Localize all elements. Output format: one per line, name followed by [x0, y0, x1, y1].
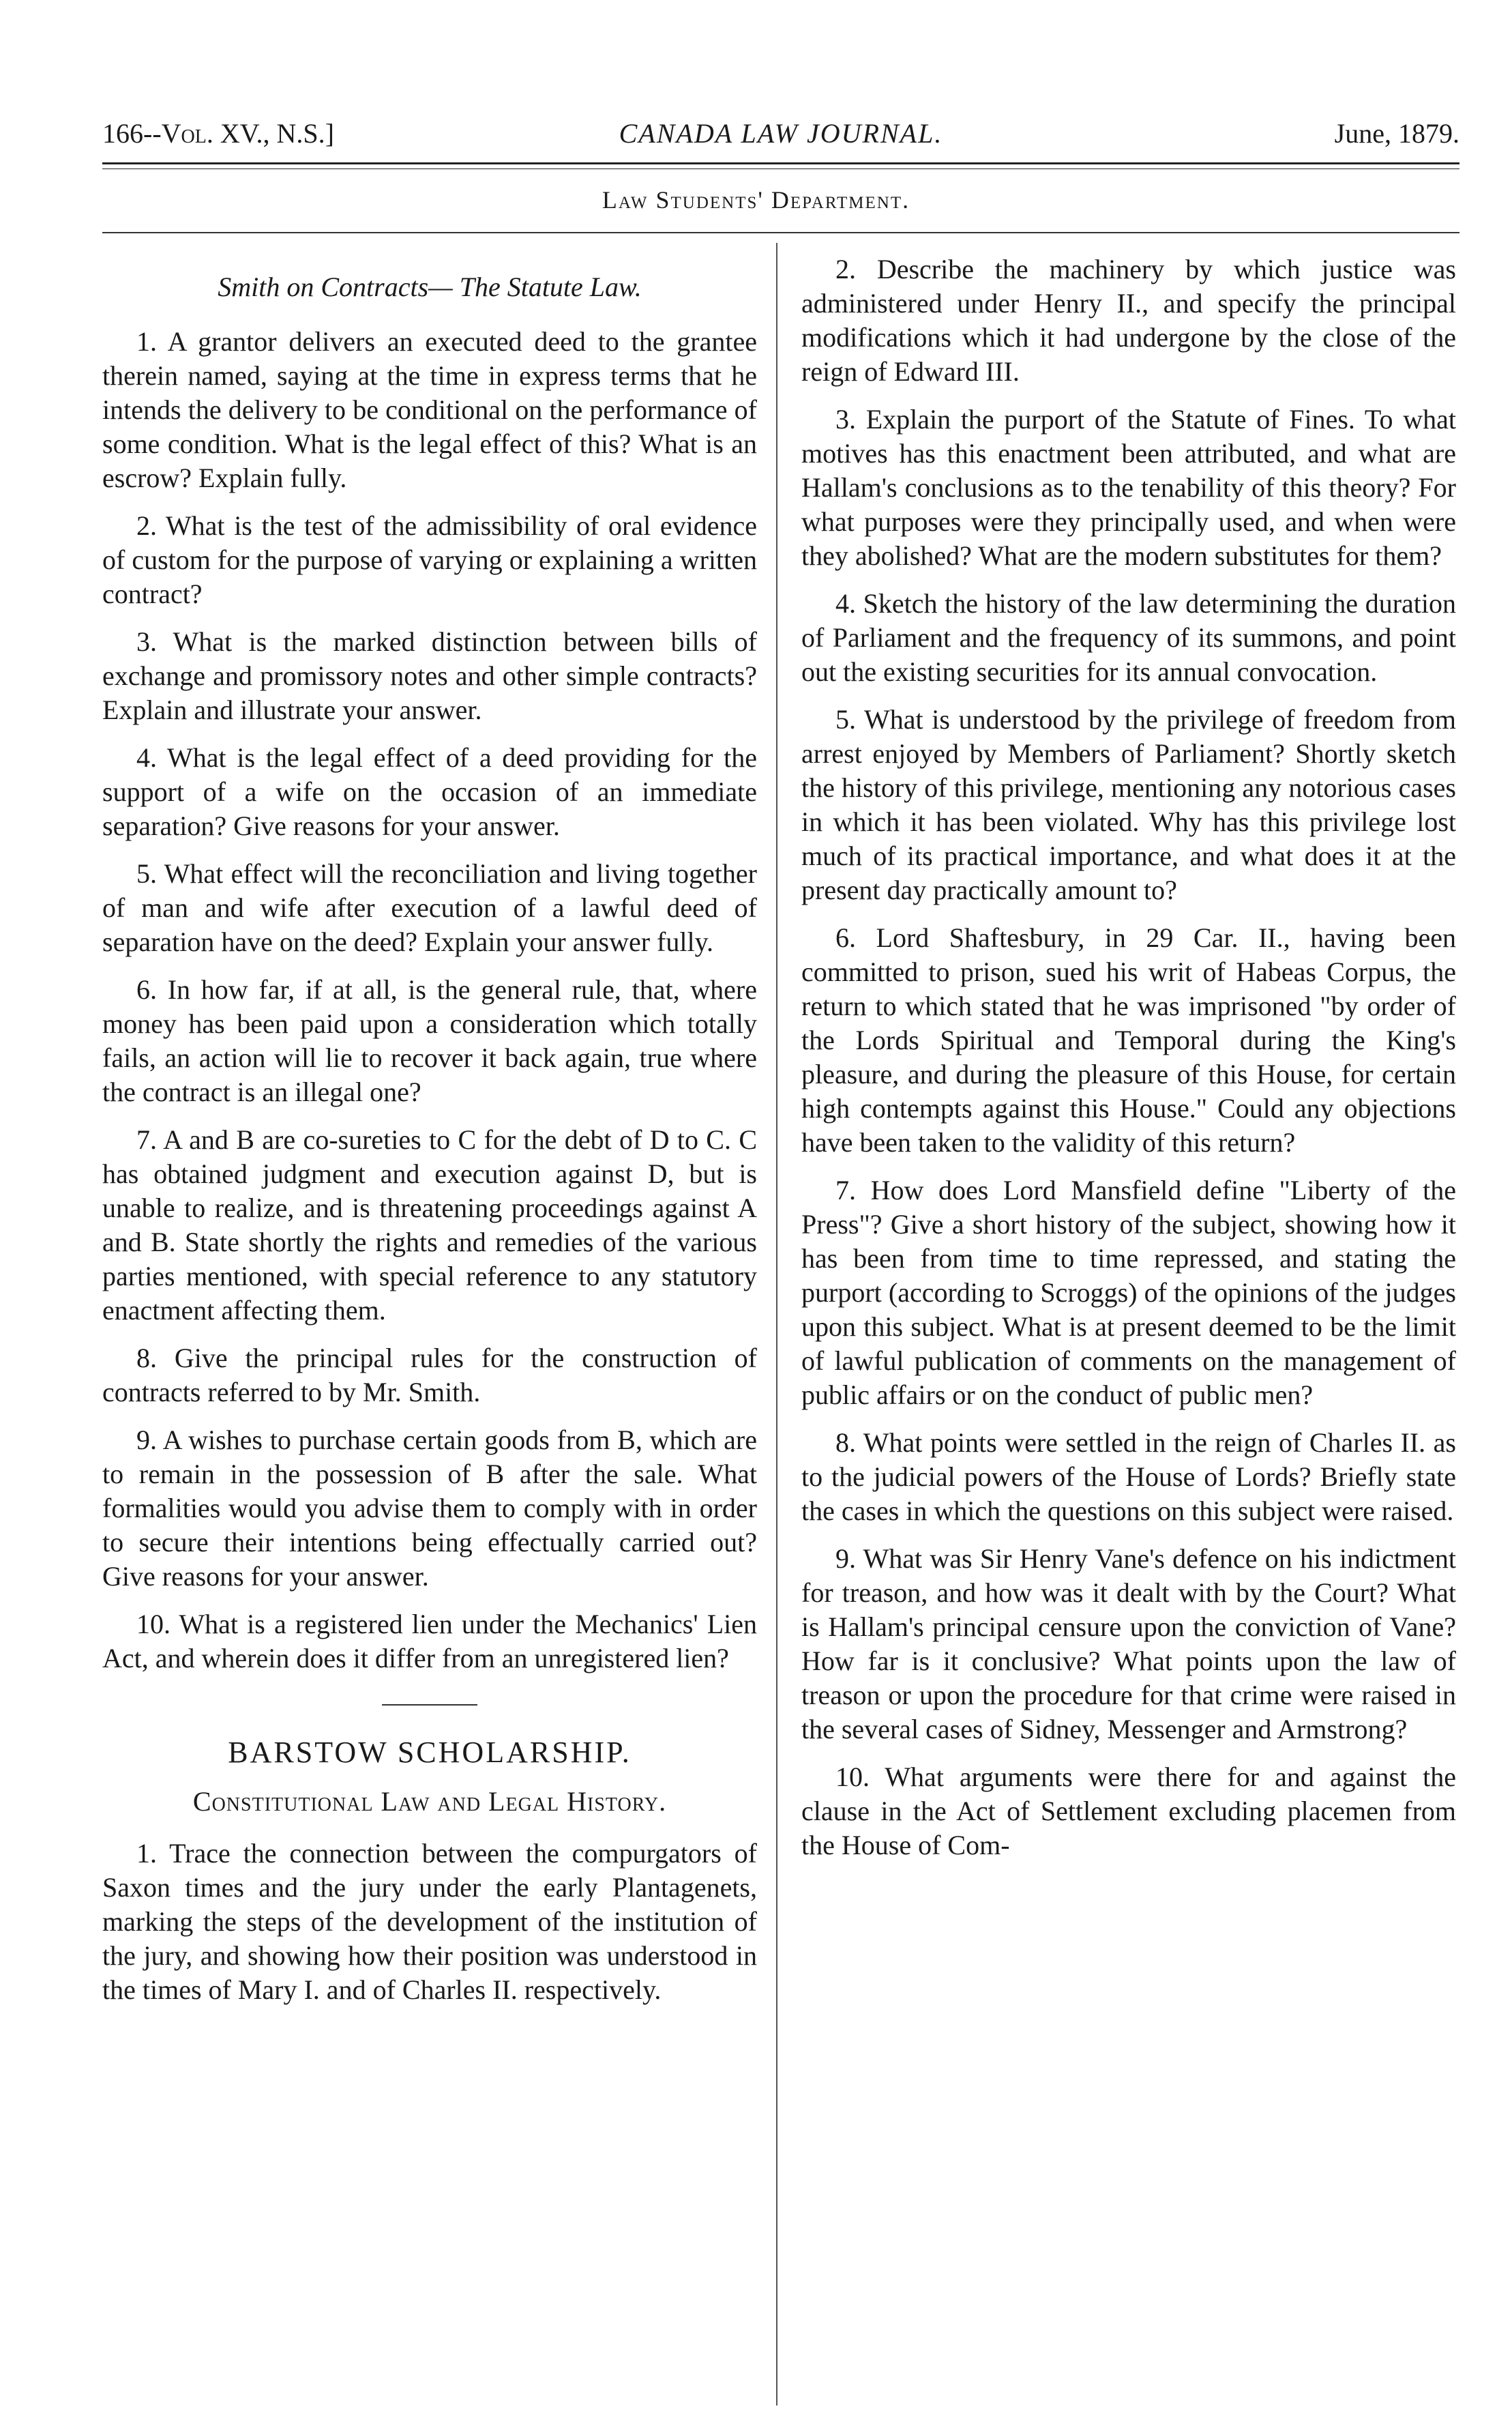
question-5: 5. What effect will the reconciliation and living together of man and wife after execution of a lawful deed of separation have on the deed? Explain your answer fully. [102, 858, 757, 957]
issue-date: June, 1879. [1334, 118, 1459, 149]
scholarship-question-7: 7. How does Lord Mansfield define "Liberty of the Press"? Give a short history of the subject, showing how it has been from time to time repressed, and stating the purport (according to Scroggs) of the opinions of the judges upon this subject. What is at present deemed to be the limit of lawful publication of comments on the management of public affairs or on the conduct of public men? [801, 1175, 1456, 1410]
scholarship-question-1: 1. Trace the connection between the compurgators of Saxon times and the jury under the early Plantagenets, marking the steps of the development of the institution of the jury, and showing how their position was understood in the times of Mary I. and of Charles II. respectively. [102, 1838, 757, 2005]
department-title: Law Students' Department. [602, 186, 910, 214]
question-6: 6. In how far, if at all, is the general rule, that, where money has been paid upon a consideration which totally fails, an action will lie to recover it back again, true where the contract is an illegal one? [102, 974, 757, 1107]
question-2: 2. What is the test of the admissibility of oral evidence of custom for the purpose of varying or explaining a written contract? [102, 510, 757, 609]
scholarship-question-2: 2. Describe the machinery by which justice was administered under Henry II., and specify the principal modifications which it had undergone by the close of the reign of Edward III. [801, 254, 1456, 387]
question-10: 10. What is a registered lien under the Mechanics' Lien Act, and wherein does it differ from an unregistered lien? [102, 1609, 757, 1673]
column-divider [776, 243, 777, 2405]
scholarship-question-6: 6. Lord Shaftesbury, in 29 Car. II., having been committed to prison, sued his writ of Habeas Corpus, the return to which stated that he was imprisoned "by order of the Lords Spiritual and Temporal during the King's pleasure, and during the pleasure of this House, for certain high contempts against this House." Could any objections have been taken to the validity of this return? [801, 922, 1456, 1158]
question-4: 4. What is the legal effect of a deed providing for the support of a wife on the occasion of an immediate separation? Give reasons for your answer. [102, 742, 757, 841]
section-divider [382, 1704, 477, 1706]
journal-title: CANADA LAW JOURNAL. [619, 118, 943, 149]
scholarship-question-9: 9. What was Sir Henry Vane's defence on his indictment for treason, and how was it dealt with by the Court? What is Hallam's principal censure upon the conviction of Vane? How far is it conclusive? What points upon the law of treason or upon the procedure for that crime were raised in the several cases of Sidney, Messenger and Armstrong? [801, 1543, 1456, 1744]
scholarship-question-10: 10. What arguments were there for and against the clause in the Act of Settlement excluding placemen from the House of Com- [801, 1761, 1456, 1860]
department-rule [102, 232, 1459, 233]
question-8: 8. Give the principal rules for the construction of contracts referred to by Mr. Smith. [102, 1343, 757, 1407]
scholarship-question-3: 3. Explain the purport of the Statute of Fines. To what motives has this enactment been attributed, and what are Hallam's conclusions as to the tenability of this theory? For what purposes were they principally used, and when were they abolished? What are the modern substitutes for them? [801, 404, 1456, 571]
question-7: 7. A and B are co-sureties to C for the debt of D to C. C has obtained judgment and execution against D, but is unable to realize, and is threatening proceedings against A and B. State shortly the rights and remedies of the various parties mentioned, with special reference to any statutory enactment affecting them. [102, 1124, 757, 1326]
running-header [102, 117, 1459, 158]
scholarship-title: BARSTOW SCHOLARSHIP. [228, 1736, 632, 1769]
scholarship-question-8: 8. What points were settled in the reign of Charles II. as to the judicial powers of the House of Lords? Briefly state the cases in which the questions on this subject were raised. [801, 1427, 1456, 1526]
left-column [102, 252, 757, 2021]
question-1: 1. A grantor delivers an executed deed to the grantee therein named, saying at the time in express terms that he intends the delivery to be conditional on the performance of some condition. What is the legal effect of this? What is an escrow? Explain fully. [102, 326, 757, 493]
volume-label: 166--Vol. XV., N.S.] [102, 118, 334, 149]
scholarship-subtitle: Constitutional Law and Legal History. [192, 1786, 667, 1817]
header-rule [102, 162, 1459, 169]
right-column [801, 252, 1456, 1876]
section-title: Smith on Contracts— The Statute Law. [218, 272, 642, 302]
scholarship-question-5: 5. What is understood by the privilege of freedom from arrest enjoyed by Members of Parliament? Shortly sketch the history of this privilege, mentioning any notorious cases in which it has been violated. Why has this privilege lost much of its practical importance, and what does it at the present day practically amount to? [801, 704, 1456, 905]
scholarship-question-4: 4. Sketch the history of the law determining the duration of Parliament and the frequency of its summons, and point out the existing securities for its annual convocation. [801, 588, 1456, 687]
question-3: 3. What is the marked distinction between bills of exchange and promissory notes and other simple contracts? Explain and illustrate your answer. [102, 626, 757, 725]
question-9: 9. A wishes to purchase certain goods from B, which are to remain in the possession of B after the sale. What formalities would you advise them to comply with in order to secure their intentions being effectually carried out? Give reasons for your answer. [102, 1424, 757, 1592]
